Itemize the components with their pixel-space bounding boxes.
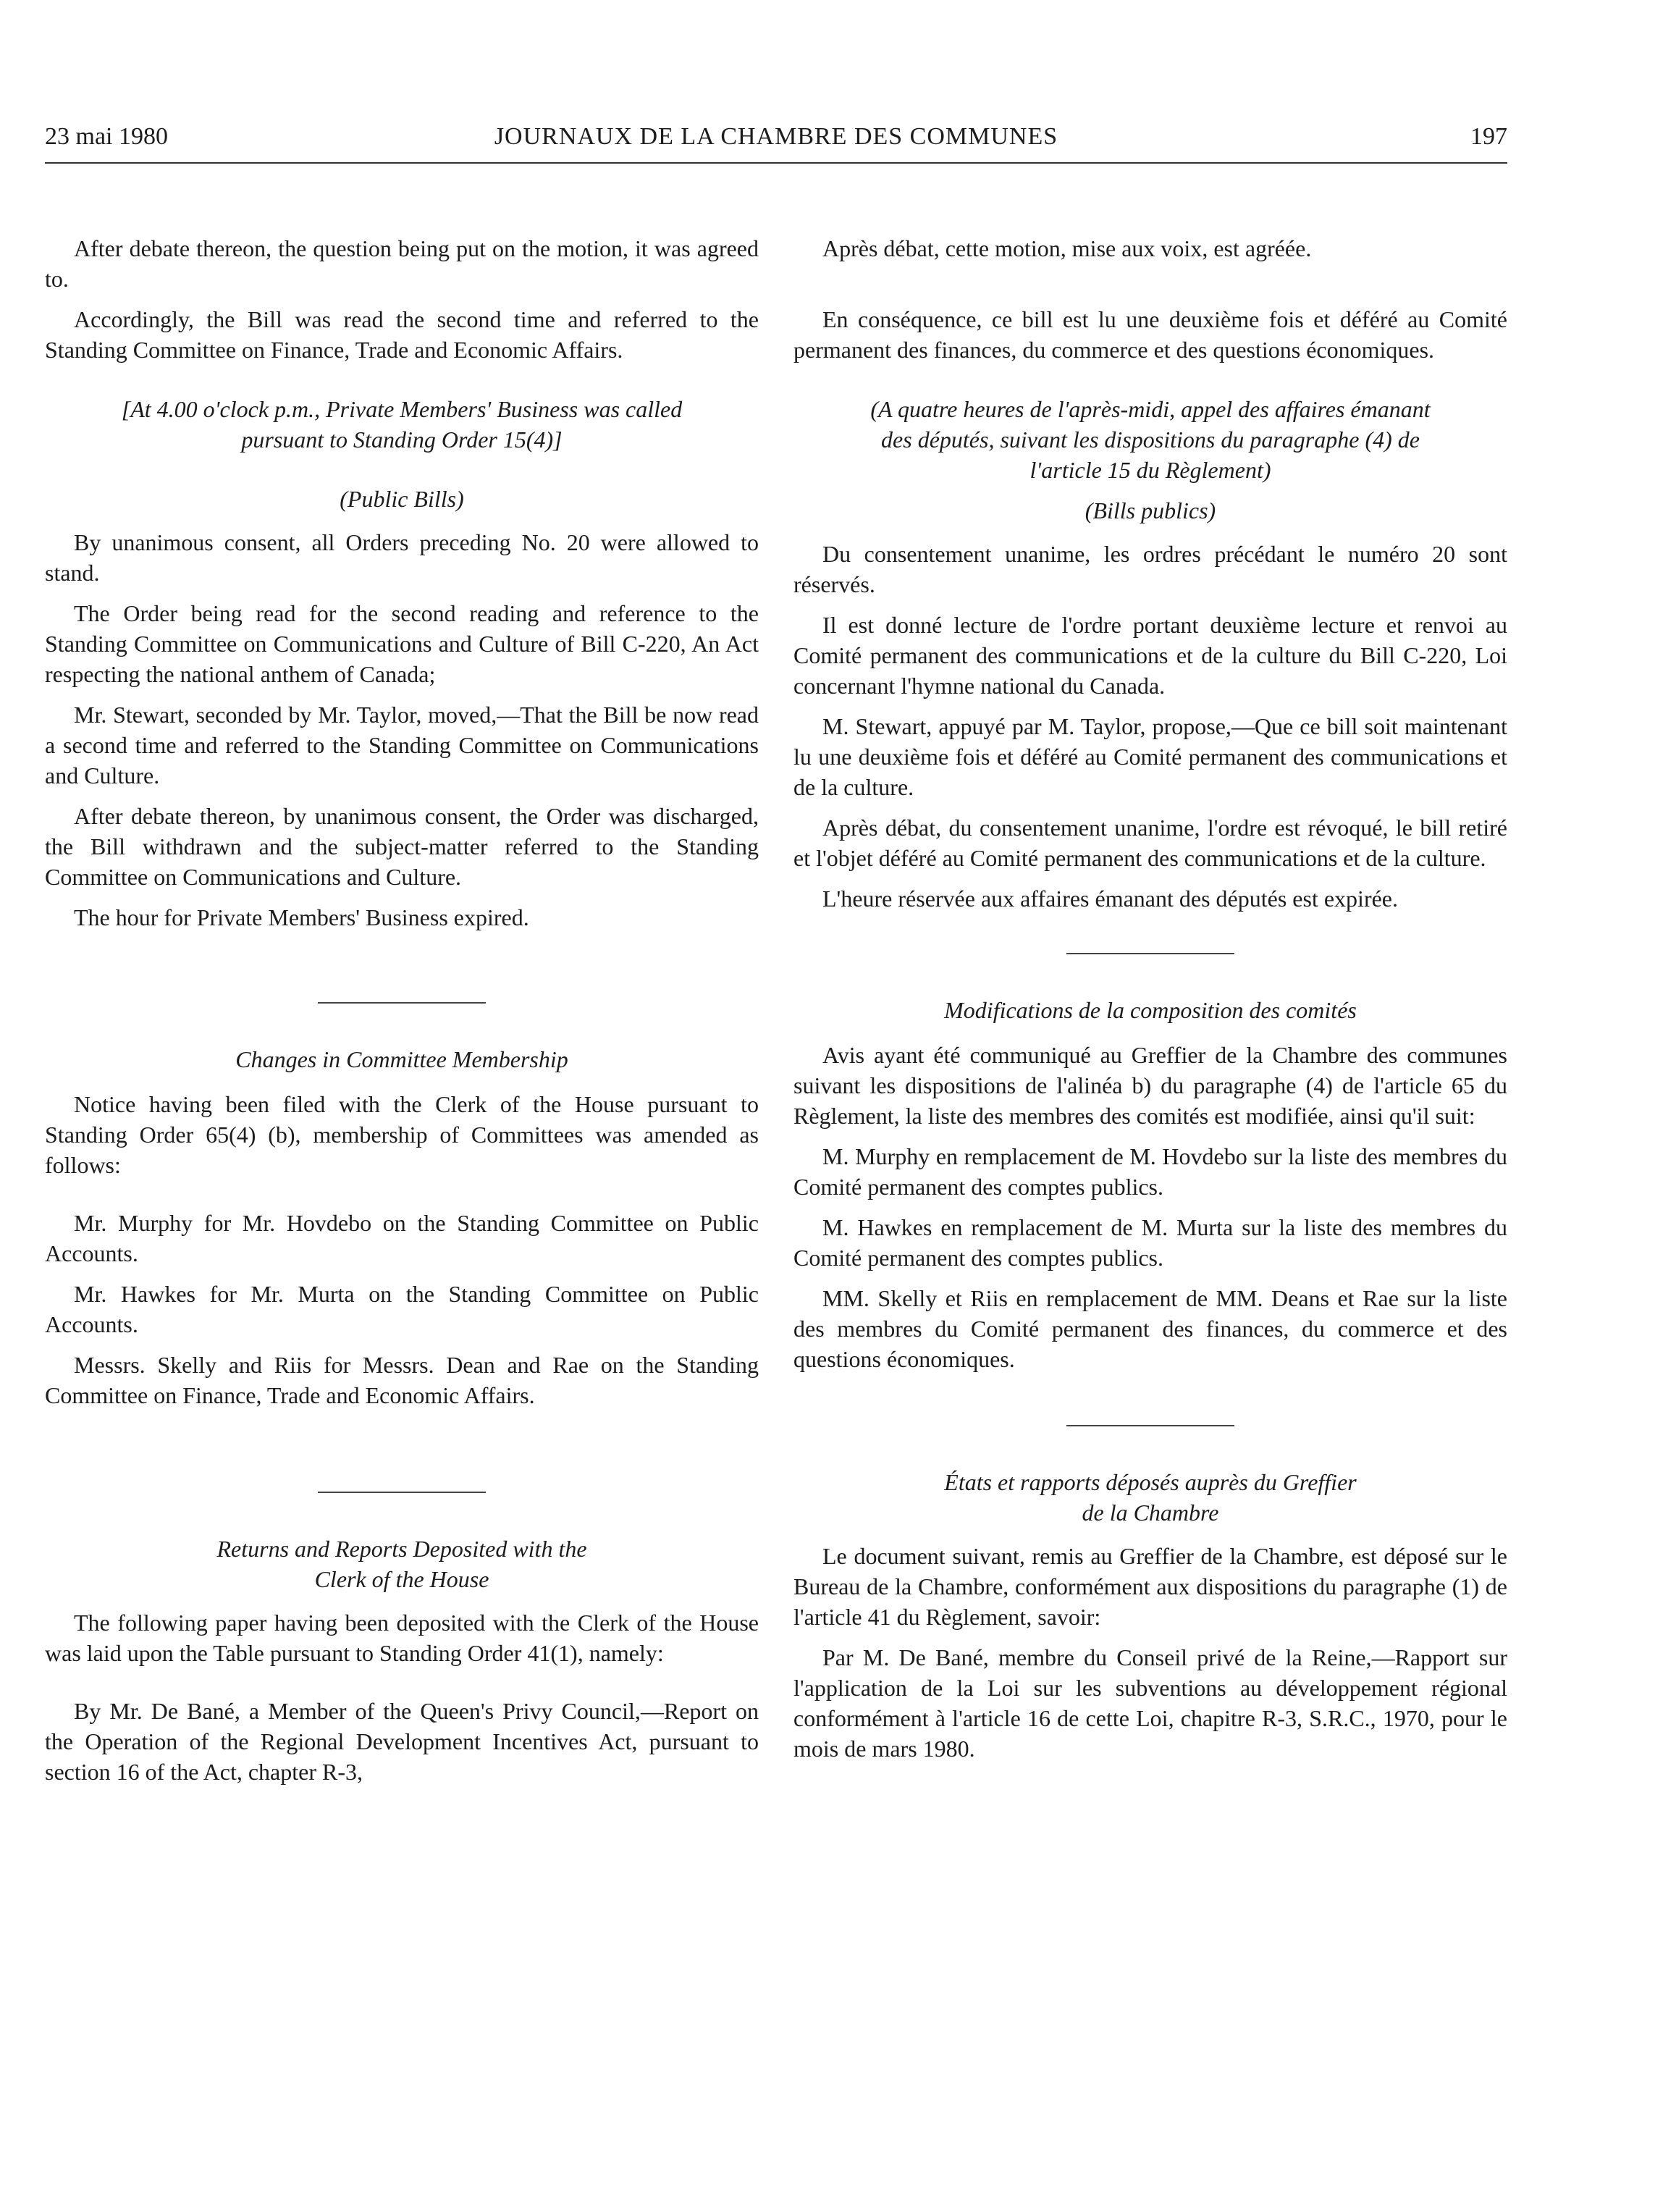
- header-page-number: 197: [1470, 123, 1507, 150]
- affaires-deputes-note-1: (A quatre heures de l'après-midi, appel des affaires émanant: [870, 396, 1431, 422]
- page-header: [45, 123, 1507, 159]
- affaires-deputes-note-2: des députés, suivant les dispositions du paragraphe (4) de: [881, 426, 1420, 453]
- para-de-bane-rapport: Par M. De Bané, membre du Conseil privé de la Reine,—Rapport sur l'application de la Loi sur les subventions au développement régional conformément à l'article 16 de cette Loi, chapitre R-3, S.R.C., 1970, pour le mois de mars 1980.: [793, 1644, 1507, 1762]
- french-column: [793, 233, 1507, 1774]
- committee-heading: Changes in Committee Membership: [235, 1046, 568, 1072]
- header-rule: [45, 162, 1507, 164]
- returns-heading-1: Returns and Reports Deposited with the: [216, 1536, 587, 1562]
- para-lecture-ordre: Il est donné lecture de l'ordre portant deuxième lecture et renvoi au Comité permanent des communications et de la culture du Bill C-220, Loi concernant l'hymne national du Canada.: [793, 612, 1507, 699]
- para-stewart-propose: M. Stewart, appuyé par M. Taylor, propose,—Que ce bill soit maintenant lu une deuxième fois et déféré au Comité permanent des communications et de la culture.: [793, 713, 1507, 800]
- para-heure-expiree: L'heure réservée aux affaires émanant des députés est expirée.: [822, 886, 1398, 912]
- para-consentement-unanime: Du consentement unanime, les ordres précédant le numéro 20 sont réservés.: [793, 541, 1507, 597]
- bills-publics-heading: (Bills publics): [1085, 497, 1216, 523]
- para-ordre-revoque: Après débat, du consentement unanime, l'ordre est révoqué, le bill retiré et l'objet déféré au Comité permanent des communications et de la culture.: [793, 815, 1507, 871]
- para-hawkes-fr: M. Hawkes en remplacement de M. Murta sur la liste des membres du Comité permanent des comptes publics.: [793, 1214, 1507, 1271]
- etats-heading-1: États et rapports déposés auprès du Greffier: [944, 1469, 1357, 1495]
- english-column: [45, 233, 759, 1797]
- para-stewart-moved: Mr. Stewart, seconded by Mr. Taylor, moved,—That the Bill be now read a second time and referred to the Standing Committee on Communications and Culture.: [45, 702, 759, 789]
- para-hawkes: Mr. Hawkes for Mr. Murta on the Standing Committee on Public Accounts.: [45, 1281, 759, 1337]
- affaires-deputes-note-3: l'article 15 du Règlement): [1029, 457, 1271, 483]
- para-order-read: The Order being read for the second reading and reference to the Standing Committee on Communications and Culture of Bill C-220, An Act respecting the national anthem of Canada;: [45, 600, 759, 687]
- para-murphy: Mr. Murphy for Mr. Hovdebo on the Standing Committee on Public Accounts.: [45, 1210, 759, 1266]
- private-members-note-2: pursuant to Standing Order 15(4)]: [241, 426, 563, 453]
- para-unanimous-consent: By unanimous consent, all Orders preceding No. 20 were allowed to stand.: [45, 529, 759, 586]
- para-avis-communique: Avis ayant été communiqué au Greffier de la Chambre des communes suivant les dispositions de l'alinéa b) du paragraphe (4) de l'article 65 du Règlement, la liste des membres des comités est modifiée, ainsi qu'il suit:: [793, 1042, 1507, 1129]
- para-document-depose: Le document suivant, remis au Greffier de la Chambre, est déposé sur le Bureau de la Chambre, conformément aux dispositions du paragraphe (1) de l'article 41 du Règlement, savoir:: [793, 1543, 1507, 1630]
- para-order-discharged: After debate thereon, by unanimous consent, the Order was discharged, the Bill withdrawn and the subject-matter referred to the Standing Committee on Communications and Culture.: [45, 803, 759, 890]
- header-date: 23 mai 1980: [45, 123, 168, 150]
- para-murphy-fr: M. Murphy en remplacement de M. Hovdebo sur la liste des membres du Comité permanent des comptes publics.: [793, 1143, 1507, 1200]
- para-bill-defere: En conséquence, ce bill est lu une deuxième fois et déféré au Comité permanent des finances, du commerce et des questions économiques.: [793, 306, 1507, 363]
- para-hour-expired: The hour for Private Members' Business expired.: [74, 904, 529, 930]
- para-skelly-riis: Messrs. Skelly and Riis for Messrs. Dean and Rae on the Standing Committee on Finance, Trade and Economic Affairs.: [45, 1352, 759, 1408]
- para-debat-agreee: Après débat, cette motion, mise aux voix, est agréée.: [822, 235, 1312, 261]
- para-bill-referred: Accordingly, the Bill was read the second time and referred to the Standing Committee on Finance, Trade and Economic Affairs.: [45, 306, 759, 363]
- private-members-note-1: [At 4.00 o'clock p.m., Private Members' Business was called: [121, 396, 683, 422]
- para-paper-deposited: The following paper having been deposited with the Clerk of the House was laid upon the Table pursuant to Standing Order 41(1), namely:: [45, 1610, 759, 1666]
- para-skelly-riis-fr: MM. Skelly et Riis en remplacement de MM. Deans et Rae sur la liste des membres du Comité permanent des finances, du commerce et des questions économiques.: [793, 1285, 1507, 1372]
- para-de-bane-report: By Mr. De Bané, a Member of the Queen's Privy Council,—Report on the Operation of the Regional Development Incentives Act, pursuant to section 16 of the Act, chapter R-3,: [45, 1698, 759, 1785]
- para-notice-filed: Notice having been filed with the Clerk of the House pursuant to Standing Order 65(4) (b), membership of Committees was amended as follows:: [45, 1091, 759, 1178]
- public-bills-heading: (Public Bills): [340, 486, 464, 512]
- para-debate-agreed: After debate thereon, the question being put on the motion, it was agreed to.: [45, 235, 759, 292]
- comites-heading: Modifications de la composition des comités: [944, 997, 1357, 1023]
- returns-heading-2: Clerk of the House: [314, 1566, 489, 1592]
- header-title: JOURNAUX DE LA CHAMBRE DES COMMUNES: [494, 123, 1058, 150]
- etats-heading-2: de la Chambre: [1082, 1500, 1219, 1526]
